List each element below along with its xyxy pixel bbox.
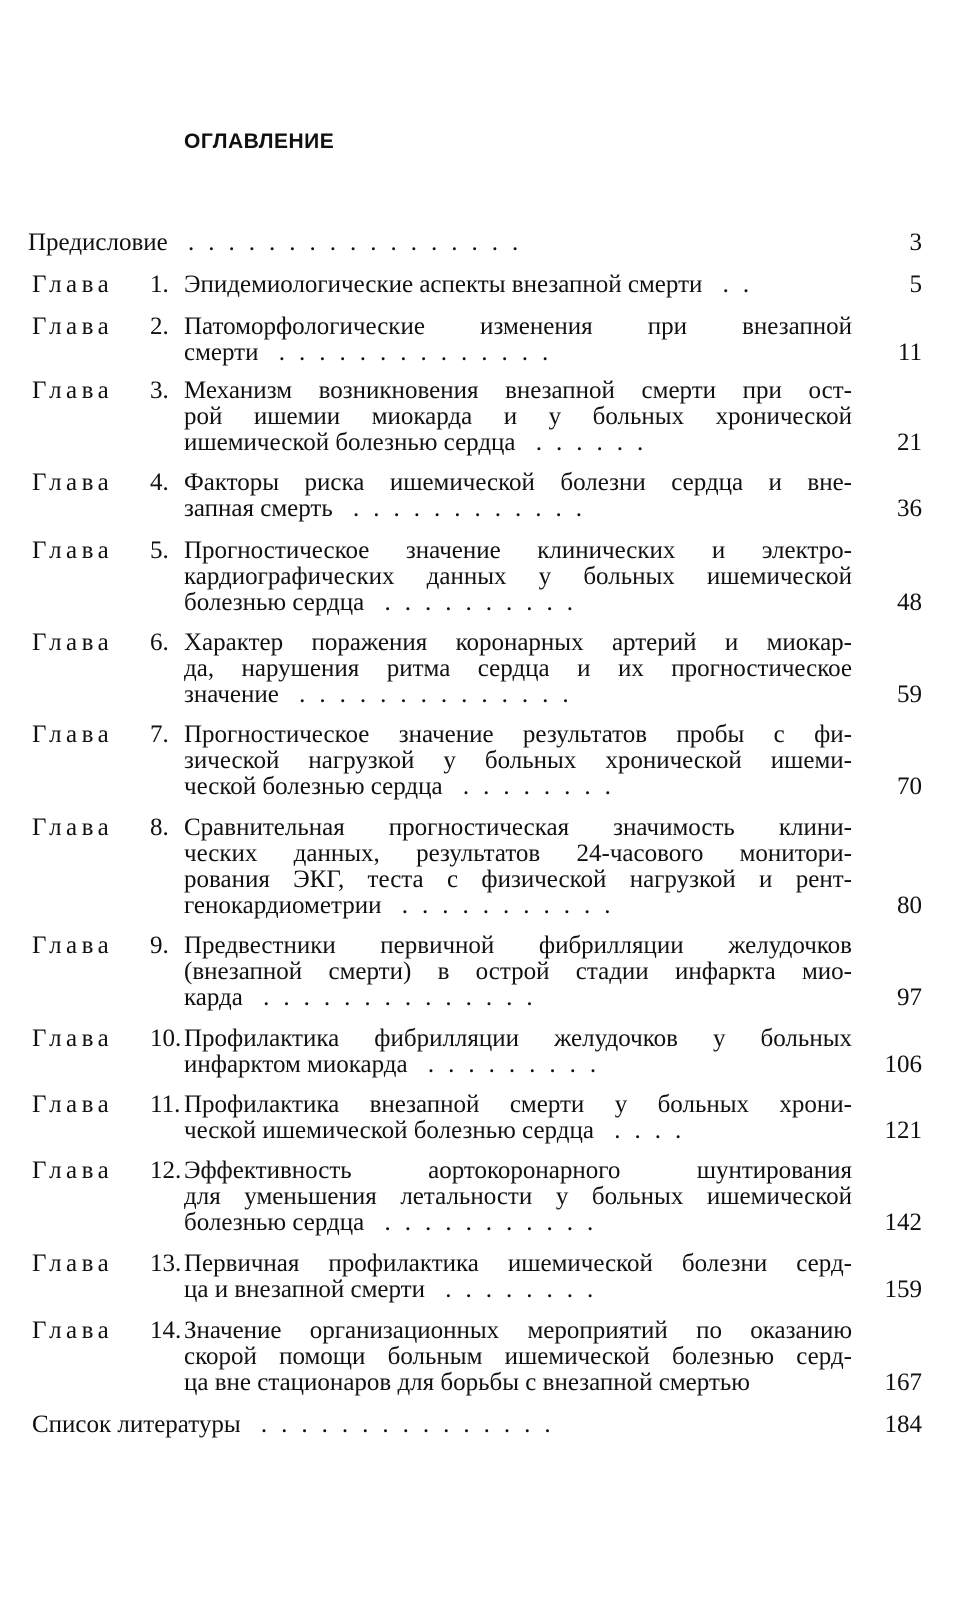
page-number: 36 [897,495,922,522]
chapter-title-line: Профилактика внезапной смерти у больных хрони- [184,1092,852,1118]
chapter-title-line: ческой ишемической болезнью сердца .... [184,1118,696,1144]
page-number: 21 [897,429,922,456]
chapter-word: Глава [32,313,114,340]
leader-dots: ......... [407,1052,611,1078]
chapter-title [184,1318,852,1396]
page-number: 159 [884,1276,922,1303]
chapter-title [184,815,852,919]
chapter-word: Глава [32,469,114,496]
leader-dots: ........... [381,893,625,919]
chapter-title-line: карда .............. [184,985,547,1011]
page-number: 121 [884,1117,922,1144]
page-number: 59 [897,681,922,708]
chapter-number: 11. [150,1091,181,1118]
chapter-number: 4. [150,469,169,496]
preface-label: Предисловие ................. [28,229,533,256]
chapter-word: Глава [32,1317,114,1344]
page-number: 142 [884,1209,922,1236]
page-number: 5 [909,271,922,298]
leader-dots: .............. [258,340,563,366]
chapter-title [184,1026,852,1078]
page-number: 184 [884,1411,922,1438]
page-title: ОГЛАВЛЕНИЕ [184,130,335,153]
chapter-word: Глава [32,721,114,748]
chapter-number: 3. [150,377,169,404]
chapter-title-line: запная смерть ............ [184,496,597,522]
leader-dots: ........ [424,1277,608,1303]
chapter-title-line: Предвестники первичной фибрилляции желудочков [184,933,852,959]
chapter-word: Глава [32,271,114,298]
bibliography-label: Список литературы ............... [32,1411,565,1438]
chapter-title-line: Прогностическое значение результатов пробы с фи- [184,722,852,748]
chapter-word: Глава [32,1025,114,1052]
chapter-title-line: ишемической болезнью сердца ...... [184,430,658,456]
chapter-title-line: рой ишемии миокарда и у больных хронической [184,404,852,430]
chapter-title-line: (внезапной смерти) в острой стадии инфаркта мио- [184,959,852,985]
chapter-number: 12. [150,1157,182,1184]
leader-dots: .... [593,1118,696,1144]
chapter-title [184,722,852,800]
chapter-title-line: значение .............. [184,682,583,708]
chapter-word: Глава [32,537,114,564]
leader-dots: .............. [278,682,583,708]
page-number: 11 [897,339,922,366]
leader-dots: .. [702,272,764,298]
chapter-title-line: Факторы риска ишемической болезни сердца и вне- [184,470,852,496]
chapter-number: 1. [150,271,169,298]
page-number: 70 [897,773,922,800]
leader-dots: ............... [240,1411,565,1438]
chapter-title-line: для уменьшения летальности у больных ишемической [184,1184,852,1210]
chapter-title-line: Механизм возникновения внезапной смерти при ост- [184,378,852,404]
page-number: 80 [897,892,922,919]
chapter-word: Глава [32,629,114,656]
chapter-title-line: кардиографических данных у больных ишемической [184,564,852,590]
chapter-word: Глава [32,1250,114,1277]
chapter-title [184,1251,852,1303]
chapter-title-line: Патоморфологические изменения при внезапной [184,314,852,340]
chapter-word: Глава [32,1091,114,1118]
chapter-number: 6. [150,629,169,656]
chapter-title-line: Прогностическое значение клинических и электро- [184,538,852,564]
leader-dots: ................. [167,229,533,256]
chapter-title-line: смерти .............. [184,340,563,366]
chapter-title [184,314,852,366]
chapter-title-line: Профилактика фибрилляции желудочков у больных [184,1026,852,1052]
chapter-word: Глава [32,1157,114,1184]
chapter-title [184,630,852,708]
leader-dots: ...... [515,430,658,456]
chapter-title [184,933,852,1011]
chapter-title-line: Эпидемиологические аспекты внезапной смерти .. [184,272,764,298]
chapter-title-line: рования ЭКГ, теста с физической нагрузкой и рент- [184,867,852,893]
chapter-word: Глава [32,814,114,841]
chapter-title-line: Характер поражения коронарных артерий и миокар- [184,630,852,656]
chapter-number: 8. [150,814,169,841]
chapter-number: 7. [150,721,169,748]
chapter-title [184,470,852,522]
chapter-title [184,272,852,298]
page-number: 97 [897,984,922,1011]
chapter-number: 13. [150,1250,182,1277]
page-number: 106 [884,1051,922,1078]
chapter-title [184,538,852,616]
chapter-title [184,378,852,456]
chapter-title-line: Сравнительная прогностическая значимость клини- [184,815,852,841]
leader-dots: ........ [442,774,625,800]
chapter-title-line: ческой болезнью сердца ........ [184,774,625,800]
chapter-title-line: генокардиометрии ........... [184,893,625,919]
chapter-title-line: ца вне стационаров для борьбы с внезапной смертью [184,1370,750,1396]
chapter-number: 9. [150,932,169,959]
chapter-title-line: болезнью сердца ........... [184,1210,608,1236]
chapter-title-line: зической нагрузкой у больных хронической ишеми- [184,748,852,774]
chapter-title-line: болезнью сердца .......... [184,590,587,616]
chapter-title-line: инфарктом миокарда ......... [184,1052,611,1078]
chapter-title-line: Эффективность аортокоронарного шунтирования [184,1158,852,1184]
page-number: 167 [884,1369,922,1396]
chapter-word: Глава [32,932,114,959]
chapter-number: 2. [150,313,169,340]
chapter-title-line: ческих данных, результатов 24-часового монитори- [184,841,852,867]
chapter-word: Глава [32,377,114,404]
page-number: 3 [909,229,922,256]
chapter-title-line: да, нарушения ритма сердца и их прогностическое [184,656,852,682]
chapter-title-line: скорой помощи больным ишемической болезнью серд- [184,1344,852,1370]
leader-dots: ............ [332,496,597,522]
chapter-number: 14. [150,1317,182,1344]
leader-dots: ........... [364,1210,608,1236]
leader-dots: .......... [364,590,587,616]
chapter-title-line: Первичная профилактика ишемической болезни серд- [184,1251,852,1277]
chapter-title [184,1092,852,1144]
chapter-title [184,1158,852,1236]
chapter-title-line: Значение организационных мероприятий по оказанию [184,1318,852,1344]
chapter-number: 10. [150,1025,182,1052]
leader-dots: .............. [242,985,547,1011]
chapter-title-line: ца и внезапной смерти ........ [184,1277,608,1303]
chapter-number: 5. [150,537,169,564]
page-number: 48 [897,589,922,616]
